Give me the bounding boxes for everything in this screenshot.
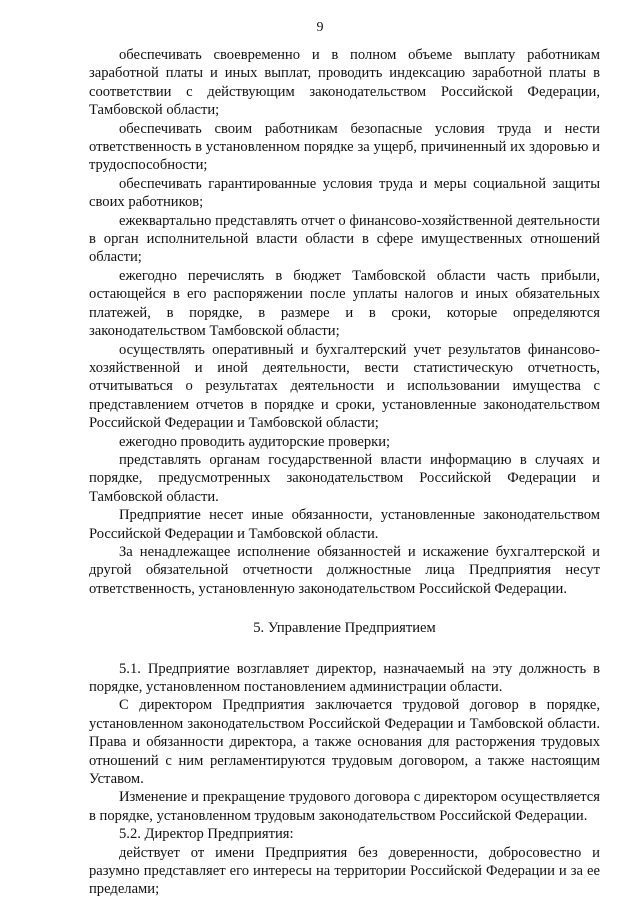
paragraph: С директором Предприятия заключается трудовой договор в порядке, установленном законодательством Российской Федерации и Тамбовской области. Права и обязанности директора, а также основания для расторжения трудовых отношений с ним регламентируются трудовым договором, а также настоящим Уставом. [89, 697, 600, 788]
paragraph: За ненадлежащее исполнение обязанностей и искажение бухгалтерской и другой обязательной отчетности должностные лица Предприятия несут ответственность, установленную законодательством Российской Федерации. [89, 543, 600, 597]
paragraph: действует от имени Предприятия без доверенности, добросовестно и разумно представляет его интересы на территории Российской Федерации и за ее пределами; [89, 844, 600, 898]
document-body [89, 46, 600, 899]
page-number: 9 [316, 20, 324, 35]
paragraph: осуществлять оперативный и бухгалтерский учет результатов финансово-хозяйственной и иной деятельности, вести статистическую отчетность, отчитываться о результатах деятельности и использовании имущества с представлением отчетов в порядке и сроки, установленные законодательством Российской Федерации и Тамбовской области; [89, 341, 600, 432]
section-heading: 5. Управление Предприятием [253, 620, 436, 637]
paragraph: представлять органам государственной власти информацию в случаях и порядке, предусмотренных законодательством Российской Федерации и Тамбовской области. [89, 451, 600, 505]
paragraph: обеспечивать своевременно и в полном объеме выплату работникам заработной платы и иных выплат, проводить индексацию заработной платы в соответствии с действующим законодательством Российской Федерации, Тамбовской области; [89, 47, 600, 119]
paragraph: 5.2. Директор Предприятия: [119, 826, 294, 843]
paragraph: 5.1. Предприятие возглавляет директор, назначаемый на эту должность в порядке, установленном постановлением администрации области. [89, 660, 600, 695]
paragraph: ежегодно проводить аудиторские проверки; [119, 433, 391, 450]
paragraph: ежеквартально представлять отчет о финансово-хозяйственной деятельности в орган исполнительной власти области в сфере имущественных отношений области; [89, 212, 600, 266]
paragraph: обеспечивать гарантированные условия труда и меры социальной защиты своих работников; [89, 175, 600, 211]
paragraph: ежегодно перечислять в бюджет Тамбовской области часть прибыли, остающейся в его распоряжении после уплаты налогов и иных обязательных платежей, в порядке, в размере и в сроки, которые определяются законодательством Тамбовской области; [89, 267, 600, 340]
paragraph: Изменение и прекращение трудового договора с директором осуществляется в порядке, установленном трудовым законодательством Российской Федерации. [89, 789, 600, 824]
paragraph: обеспечивать своим работникам безопасные условия труда и нести ответственность в установленном порядке за ущерб, причиненный их здоровью и трудоспособности; [89, 120, 600, 174]
paragraph: Предприятие несет иные обязанности, установленные законодательством Российской Федерации и Тамбовской области. [89, 507, 600, 542]
